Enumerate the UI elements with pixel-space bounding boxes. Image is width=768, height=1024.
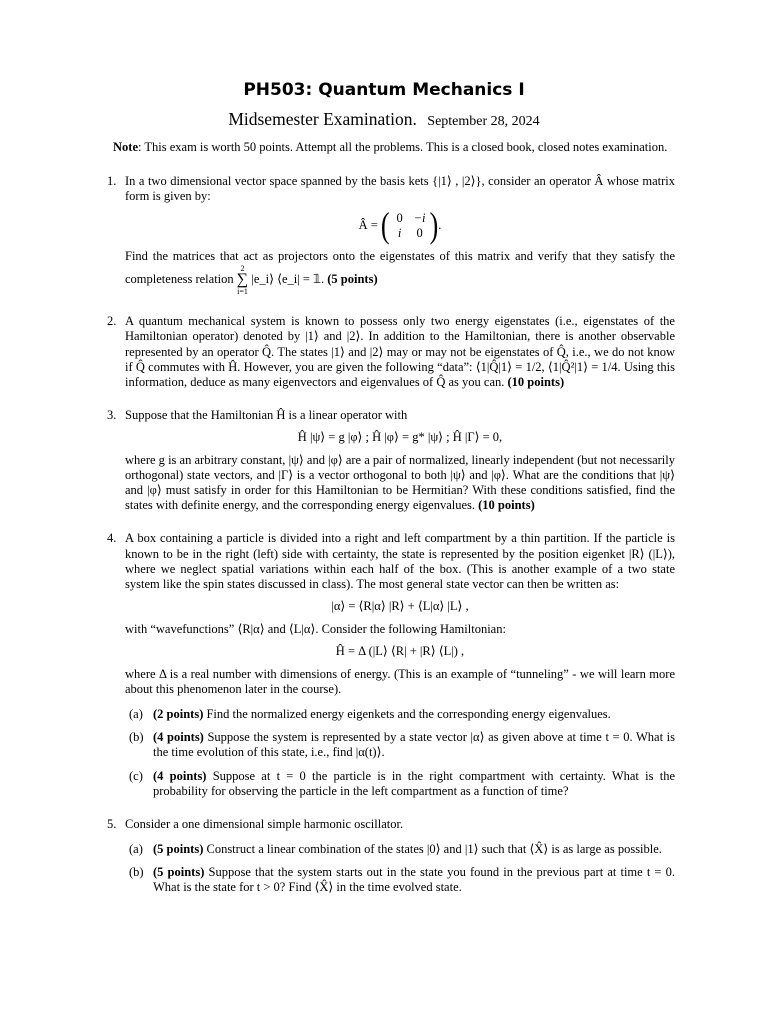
left-paren: ( xyxy=(380,205,390,246)
problem-4 xyxy=(93,531,675,798)
problem-points: (10 points) xyxy=(507,374,565,389)
sum-sigma: ∑ xyxy=(236,271,249,289)
part-label: (a) xyxy=(129,841,143,856)
part-text: Suppose the system is represented by a state vector |α⟩ as given above at time t = 0. What is the time evolution of this state, i.e., find |α(t)⟩. xyxy=(153,730,676,760)
problem-3-text xyxy=(125,453,675,513)
sum-body: |e_i⟩ ⟨e_i| = 𝟙. xyxy=(248,272,328,287)
problem-4-intro: A box containing a particle is divided into a right and left compartment by a thin partition. If the particle is known to be in the right (left) side with certainty, the state is represented by the position eigenket |R⟩ (|L⟩), where we neglect spatial variations within each half of the box. (This is another example of a two state system like the spin states discussed in class). The most general state vector can then be written as: xyxy=(125,531,675,591)
note-text: : This exam is worth 50 points. Attempt all the problems. This is a closed book, closed notes examination. xyxy=(138,140,668,154)
problem-5-intro: Consider a one dimensional simple harmonic oscillator. xyxy=(125,816,404,831)
problem-1 xyxy=(93,174,675,296)
problem-number: 2. xyxy=(107,314,117,329)
part-points: (4 points) xyxy=(153,768,207,783)
subtitle-text: Midsemester Examination. xyxy=(228,109,417,129)
exam-subtitle xyxy=(0,109,768,130)
tunneling-hamiltonian-equation: Ĥ = Δ (|L⟩ ⟨R| + |R⟩ ⟨L|) , xyxy=(335,643,465,658)
sum-lower-limit: i=1 xyxy=(237,287,248,297)
problem-number: 3. xyxy=(107,407,117,422)
part-a xyxy=(125,842,675,857)
part-points: (4 points) xyxy=(153,730,204,745)
problem-5 xyxy=(93,817,675,895)
part-points: (5 points) xyxy=(153,864,205,879)
problem-number: 1. xyxy=(107,174,117,189)
sum-upper-limit: 2 xyxy=(240,264,245,274)
problem-4-after: where Δ is a real number with dimensions of energy. (This is an example of “tunneling” - we will learn more about this phenomenon later in the course). xyxy=(125,667,675,697)
problem-3-intro: Suppose that the Hamiltonian Ĥ is a linear operator with xyxy=(125,407,408,422)
problem-5-parts xyxy=(125,842,675,895)
problem-number: 4. xyxy=(107,531,117,546)
matrix-A xyxy=(390,211,430,241)
matrix-cell: i xyxy=(397,226,402,241)
problem-1-intro: In a two dimensional vector space spanned by the basis kets {|1⟩ , |2⟩}, consider an operator Â whose matrix form is given by: xyxy=(125,174,675,204)
matrix-end: . xyxy=(438,218,442,233)
matrix-cell: 0 xyxy=(416,226,423,241)
exam-body xyxy=(93,140,675,913)
exam-note xyxy=(93,140,675,155)
part-label: (c) xyxy=(129,768,143,783)
part-c xyxy=(125,769,675,799)
matrix-lhs: Â = xyxy=(358,218,381,233)
problem-1-task-text: Find the matrices that act as projectors onto the eigenstates of this matrix and verify that they satisfy the completeness relation xyxy=(125,249,675,287)
right-paren: ) xyxy=(429,205,439,246)
problem-points: (10 points) xyxy=(478,498,535,513)
part-text: Suppose that the system starts out in the state you found in the previous part at time t = 0. What is the state for t > 0? Find ⟨X̂⟩ in the time evolved state. xyxy=(153,864,675,894)
state-vector-equation: |α⟩ = ⟨R|α⟩ |R⟩ + ⟨L|α⟩ |L⟩ , xyxy=(331,598,469,613)
problem-3 xyxy=(93,408,675,514)
part-a xyxy=(125,707,675,722)
problem-2 xyxy=(93,314,675,389)
problem-list xyxy=(93,174,675,895)
part-b xyxy=(125,865,675,895)
part-label: (a) xyxy=(129,707,143,722)
part-points: (2 points) xyxy=(153,707,204,722)
part-label: (b) xyxy=(129,864,144,879)
part-points: (5 points) xyxy=(153,841,204,856)
note-label: Note xyxy=(113,140,138,154)
problem-4-mid: with “wavefunctions” ⟨R|α⟩ and ⟨L|α⟩. Consider the following Hamiltonian: xyxy=(125,621,506,636)
matrix-equation xyxy=(125,205,675,246)
matrix-cell: −i xyxy=(413,211,426,226)
problem-1-task xyxy=(125,249,675,296)
problem-4-parts xyxy=(125,707,675,798)
exam-date: September 28, 2024 xyxy=(427,114,540,129)
page-title: PH503: Quantum Mechanics I xyxy=(243,80,525,100)
part-text: Construct a linear combination of the states |0⟩ and |1⟩ such that ⟨X̂⟩ is as large as possible. xyxy=(203,841,662,856)
problem-2-text xyxy=(125,314,675,389)
summation-symbol xyxy=(237,264,248,296)
part-text: Suppose at t = 0 the particle is in the right compartment with certainty. What is the probability for observing the particle in the left compartment as a function of time? xyxy=(153,768,675,798)
problem-2-body: A quantum mechanical system is known to possess only two energy eigenstates (i.e., eigenstates of the Hamiltonian operator) denoted by |1⟩ and |2⟩. In addition to the Hamiltonian, there is another observable represented by an operator Q̂. The states |1⟩ and |2⟩ may or may not be eigenstates of Q̂, i.e., we do not know if Q̂ commutes with Ĥ. However, you are given the following “data”: ⟨1|Q̂|1⟩ = 1/2, ⟨1|Q̂²|1⟩ = 1/4. Using this information, deduce as many eigenvectors and eigenvalues of Q̂ as you can. xyxy=(125,314,675,389)
problem-3-body: where g is an arbitrary constant, |ψ⟩ and |φ⟩ are a pair of normalized, linearly independent (but not necessarily orthogonal) state vectors, and |Γ⟩ is a vector orthogonal to both |ψ⟩ and |φ⟩. What are the conditions that |ψ⟩ and |φ⟩ must satisfy in order for this Hamiltonian to be Hermitian? With these conditions satisfied, find the states with definite energy, and the corresponding energy eigenvalues. xyxy=(125,453,675,513)
problem-number: 5. xyxy=(107,816,117,831)
matrix-cell: 0 xyxy=(396,211,403,226)
problem-points: (5 points) xyxy=(327,272,378,287)
part-label: (b) xyxy=(129,730,144,745)
hamiltonian-equation: Ĥ |ψ⟩ = g |φ⟩ ; Ĥ |φ⟩ = g* |ψ⟩ ; Ĥ |Γ⟩ = 0, xyxy=(297,429,503,444)
part-text: Find the normalized energy eigenkets and the corresponding energy eigenvalues. xyxy=(203,707,611,722)
part-b xyxy=(125,730,675,760)
